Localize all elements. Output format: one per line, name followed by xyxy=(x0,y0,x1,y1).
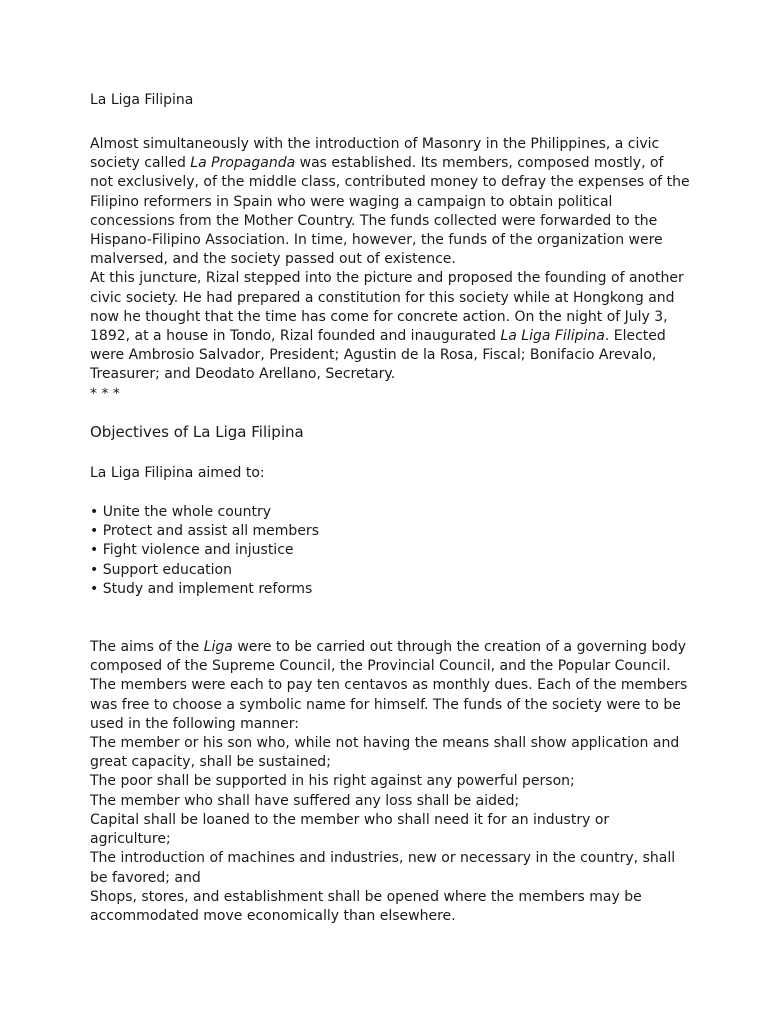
list-item: The member who shall have suffered any loss shall be aided; xyxy=(90,792,520,809)
paragraph-founding xyxy=(90,269,690,384)
document-page xyxy=(90,90,690,926)
document-title: La Liga Filipina xyxy=(90,92,194,108)
objectives-intro: La Liga Filipina aimed to: xyxy=(90,464,265,481)
section-separator: * * * xyxy=(90,385,120,402)
objectives-list xyxy=(90,503,690,599)
funds-usage-list xyxy=(90,734,690,926)
list-item: • Protect and assist all members xyxy=(90,523,319,540)
list-item: • Study and implement reforms xyxy=(90,580,313,597)
paragraph1-italic: La Propaganda xyxy=(190,155,296,172)
paragraph3-text-a: The aims of the xyxy=(90,639,204,656)
paragraph1-text-b: was established. Its members, composed mostly, of not exclusively, of the middle class, contributed money to defray the expenses of the Filipino reformers in Spain who were waging a campaign to obtain political concessions from the Mother Country. The funds collected were forwarded to the Hispano-Filipino Association. In time, however, the funds of the organization were malversed, and the society passed out of existence. xyxy=(90,155,690,268)
list-item: Shops, stores, and establishment shall be opened where the members may be accommodated move economically than elsewhere. xyxy=(90,888,642,924)
list-item: • Unite the whole country xyxy=(90,504,272,521)
spacer xyxy=(90,599,690,638)
paragraph2-text-a: At this juncture, Rizal stepped into the picture and proposed the founding of another civic society. He had prepared a constitution for this society while at Hongkong and now he thought that the time has come for concrete action. On the night of July 3, 1892, at a house in Tondo, Rizal founded and inaugurated xyxy=(90,270,684,345)
list-item: Capital shall be loaned to the member who shall need it for an industry or agriculture; xyxy=(90,811,610,848)
objectives-heading: Objectives of La Liga Filipina xyxy=(90,422,304,441)
paragraph2-italic: La Liga Filipina xyxy=(500,328,605,345)
list-item: The poor shall be supported in his right against any powerful person; xyxy=(90,773,575,790)
list-item: The member or his son who, while not having the means shall show application and great capacity, shall be sustained; xyxy=(90,735,680,771)
paragraph3-text-b: were to be carried out through the creation of a governing body composed of the Supreme Council, the Provincial Council, and the Popular Council. The members were each to pay ten centavos as monthly dues. Each of the members was free to choose a symbolic name for himself. The funds of the society were to be used in the following manner: xyxy=(90,639,688,732)
list-item: • Support education xyxy=(90,561,232,578)
paragraph-la-propaganda xyxy=(90,135,690,269)
paragraph1-text-a: Almost simultaneously with the introduction of Masonry in the Philippines, a civic society called xyxy=(90,136,660,172)
paragraph2-text-b: . Elected were Ambrosio Salvador, President; Agustin de la Rosa, Fiscal; Bonifacio Arevalo, Treasurer; and Deodato Arellano, Secretary. xyxy=(90,328,666,383)
paragraph-aims xyxy=(90,638,690,734)
paragraph3-italic: Liga xyxy=(203,639,233,656)
list-item: • Fight violence and injustice xyxy=(90,542,294,559)
list-item: The introduction of machines and industries, new or necessary in the country, shall be favored; and xyxy=(90,850,676,886)
